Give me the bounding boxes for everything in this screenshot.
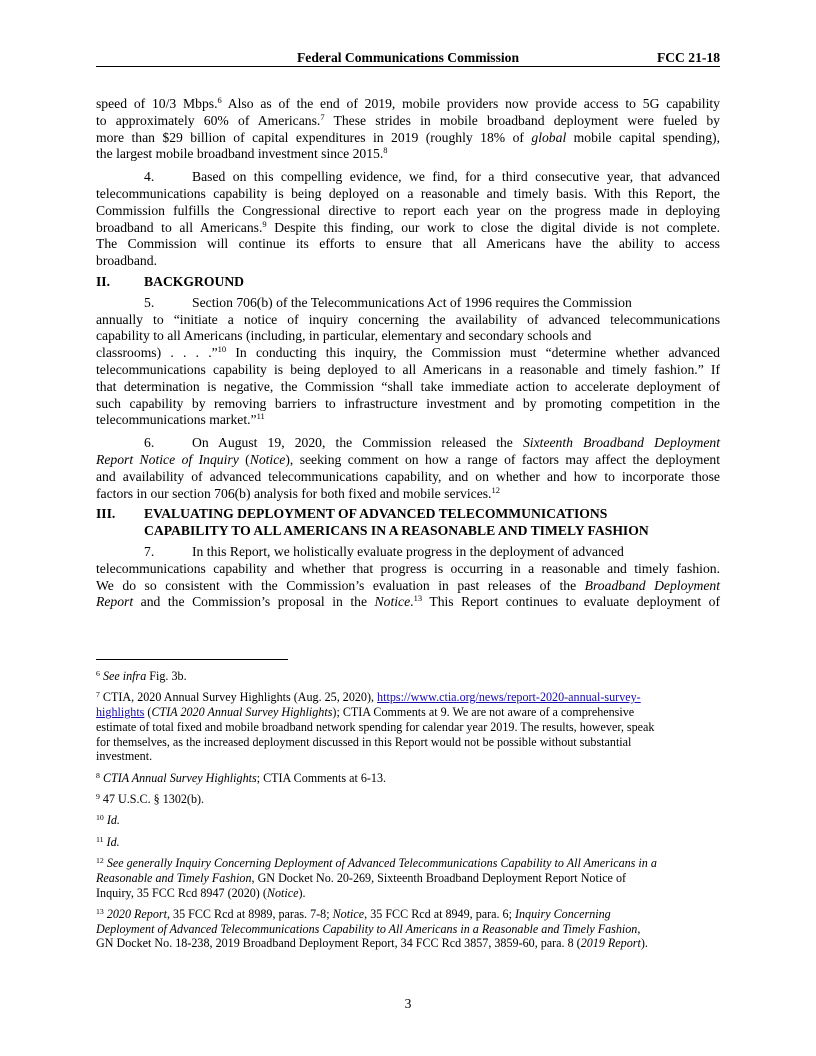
paragraph-number: 4. bbox=[144, 169, 155, 185]
footnote-ref-8[interactable]: 8 bbox=[383, 145, 388, 156]
section-heading-evaluating: III. EVALUATING DEPLOYMENT OF ADVANCED TELECOMMUNICATIONS CAPABILITY TO ALL AMERICANS IN A REASONABLE AND TIMELY FASHION bbox=[96, 506, 649, 539]
header-docket: FCC 21-18 bbox=[656, 50, 720, 65]
footnote-ref-9[interactable]: 9 bbox=[262, 218, 267, 229]
footnote-13: $^{13}$ 2020 Report, 35 FCC Rcd at 8989, paras. 7-8; Notice, 35 FCC Rcd at 8949, para. 6; Inquiry Concerning Deployment of Advanced Telecommunications Capability to All Americans in a Reasonable and Timely Fashion, GN Docket No. 18-238, 2019 Broadband Deployment Report, 34 FCC Rcd 3857, 3859-60, para. 8 (2019 Report). bbox=[96, 906, 648, 951]
page-number: 3 bbox=[404, 996, 412, 1011]
footnote-separator bbox=[96, 659, 288, 660]
ctia-survey-link[interactable]: https://www.ctia.org/news/report-2020-annual-survey- bbox=[377, 690, 641, 705]
paragraph-5: 5. Section 706(b) of the Telecommunications Act of 1996 requires the Commission annually to “initiate a notice of inquiry concerning the availability of advanced telecommunications capability to all Americans (including, in particular, elementary and secondary schools and classrooms) . . . .”$^{10}$ In conducting this inquiry, the Commission must “determine whether advanced telecommunications capability is being deployed to all Americans in a reasonable and timely fashion.” If that determination is negative, the Commission “shall take immediate action to accelerate deployment of such capability by removing barriers to infrastructure investment and by promoting competition in the telecommunications market.”$^{11}$ bbox=[96, 294, 720, 428]
body-text bbox=[96, 96, 720, 611]
paragraph-number: 7. bbox=[144, 543, 155, 559]
footnotes bbox=[96, 669, 720, 958]
footnote-11: $^{11}$ Id. bbox=[96, 834, 120, 849]
footnote-6: $^6$ See infra Fig. 3b. bbox=[96, 669, 187, 683]
header-rule bbox=[96, 66, 720, 67]
footnote-7: $^7$ CTIA, 2020 Annual Survey Highlights (Aug. 25, 2020), https://www.ctia.org/news/report-2020-annual-survey- highlights (CTIA 2020 Annual Survey Highlights); CTIA Comments at 9. We are not aware of a comprehensive estimate of total fixed and mobile broadband network spending for calendar year 2019. The results, however, speak for themselves, as the increased deployment discussed in this Report would not be possible without substantial investment. bbox=[96, 690, 655, 764]
header-title: Federal Communications Commission bbox=[296, 50, 520, 65]
paragraph-6: 6. On August 19, 2020, the Commission released the Sixteenth Broadband Deployment Report Notice of Inquiry (Notice), seeking comment on how a range of factors may affect the deployment and availability of advanced telecommunications capability, and on whether and how to incorporate those factors in our section 706(b) analysis for both fixed and mobile services.$^{12}$ bbox=[96, 435, 720, 501]
footnote-ref-12[interactable]: 12 bbox=[491, 484, 500, 495]
footnote-ref-10[interactable]: 10 bbox=[217, 344, 227, 355]
footnote-ref-13[interactable]: 13 bbox=[413, 593, 423, 604]
ctia-survey-link-cont[interactable]: highlights bbox=[96, 705, 145, 720]
paragraph-continued: speed of 10/3 Mbps.$^6$ Also as of the end of 2019, mobile providers now provide access to 5G capability to approximately 60% of Americans.$^7$ These strides in mobile broadband deployment were fueled by more than $29 billion of capital expenditures in 2019 (roughly 18% of global mobile capital spending), the largest mobile broadband investment since 2015.$^8$ bbox=[96, 95, 721, 162]
paragraph-7: 7. In this Report, we holistically evaluate progress in the deployment of advanced telecommunications capability and whether that progress is occurring in a reasonable and timely fashion. We do so consistent with the Commission’s evaluation in past releases of the Broadband Deployment Report and the Commission’s proposal in the Notice.$^{13}$ This Report continues to evaluate deployment of bbox=[96, 543, 721, 610]
footnote-8: $^8$ CTIA Annual Survey Highlights; CTIA Comments at 6-13. bbox=[96, 770, 387, 785]
paragraph-4: 4. Based on this compelling evidence, we find, for a third consecutive year, that advanced telecommunications capability is being deployed on a reasonable and timely basis. With this Report, the Commission fulfills the Congressional directive to report each year on the progress made in deploying broadband to all Americans.$^9$ Despite this finding, our work to close the digital divide is not complete. The Commission will continue its efforts to ensure that all Americans have the ability to access broadband. bbox=[96, 169, 720, 269]
paragraph-number: 6. bbox=[144, 435, 155, 451]
footnote-ref-11[interactable]: 11 bbox=[256, 411, 265, 422]
footnote-9: $^9$ 47 U.S.C. § 1302(b). bbox=[96, 792, 205, 807]
footnote-10: $^{10}$ Id. bbox=[96, 813, 120, 828]
footnote-ref-6[interactable]: 6 bbox=[217, 95, 222, 105]
section-heading-background: II. BACKGROUND bbox=[96, 273, 245, 289]
page-header bbox=[96, 50, 720, 66]
footnote-ref-7[interactable]: 7 bbox=[320, 111, 325, 122]
paragraph-number: 5. bbox=[144, 294, 155, 310]
footnote-12: $^{12}$ See generally Inquiry Concerning Deployment of Advanced Telecommunications Capability to All Americans in a Reasonable and Timely Fashion, GN Docket No. 20-269, Sixteenth Broadband Deployment Report Notice of Inquiry, 35 FCC Rcd 8947 (2020) (Notice). bbox=[96, 855, 657, 900]
